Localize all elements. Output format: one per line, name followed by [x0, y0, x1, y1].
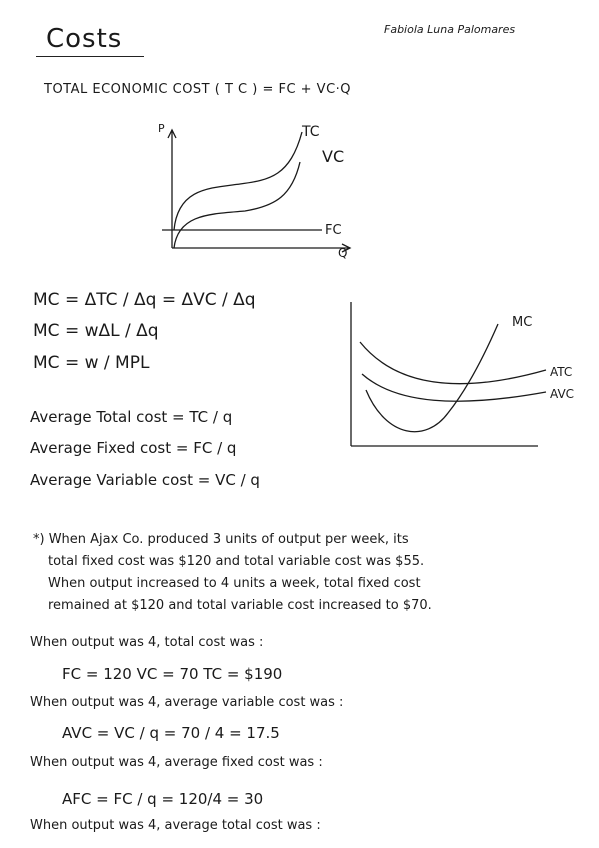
graph1-label-p: P — [158, 122, 165, 135]
mc-curve — [366, 324, 498, 432]
atc-curve — [360, 342, 546, 384]
cost-curves-graph — [150, 118, 370, 268]
mc-atc-avc-graph — [346, 298, 586, 453]
problem-line-4: remained at $120 and total variable cost increased to $70. — [48, 598, 432, 613]
average-fixed-cost-formula: Average Fixed cost = FC / q — [30, 439, 237, 457]
average-variable-cost-formula: Average Variable cost = VC / q — [30, 471, 260, 489]
problem-line-3: When output increased to 4 units a week, total fixed cost — [48, 576, 421, 591]
graph1-label-q: Q — [338, 246, 348, 260]
vc-curve — [174, 162, 300, 248]
question-average-total-cost: When output was 4, average total cost was : — [30, 818, 321, 833]
author-name: Fabiola Luna Palomares — [384, 23, 516, 36]
graph1-label-tc: TC — [302, 124, 320, 140]
answer-average-variable-cost: AVC = VC / q = 70 / 4 = 17.5 — [62, 724, 280, 742]
graph1-label-vc: VC — [322, 147, 345, 166]
mc-formula-1: MC = ΔTC / Δq = ΔVC / Δq — [33, 290, 256, 310]
graph1-label-fc: FC — [325, 223, 342, 238]
page-title: Costs — [46, 24, 123, 54]
problem-line-2: total fixed cost was $120 and total variable cost was $55. — [48, 554, 425, 569]
graph2-label-avc: AVC — [550, 387, 575, 401]
graph2-label-mc: MC — [512, 315, 533, 330]
problem-line-1: *) When Ajax Co. produced 3 units of output per week, its — [33, 532, 409, 547]
graph2-label-atc: ATC — [550, 365, 573, 379]
question-average-fixed-cost: When output was 4, average fixed cost was : — [30, 755, 323, 770]
question-total-cost: When output was 4, total cost was : — [30, 635, 264, 650]
mc-formula-3: MC = w / MPL — [33, 353, 150, 373]
question-average-variable-cost: When output was 4, average variable cost was : — [30, 695, 344, 710]
mc-formula-2: MC = wΔL / Δq — [33, 321, 159, 341]
average-total-cost-formula: Average Total cost = TC / q — [30, 408, 233, 426]
tc-curve — [174, 132, 302, 230]
total-cost-formula: TOTAL ECONOMIC COST ( T C ) = FC + VC·Q — [44, 82, 352, 97]
answer-total-cost: FC = 120 VC = 70 TC = $190 — [62, 665, 283, 683]
title-underline — [36, 56, 144, 57]
answer-average-fixed-cost: AFC = FC / q = 120/4 = 30 — [62, 790, 264, 808]
avc-curve — [362, 374, 546, 401]
